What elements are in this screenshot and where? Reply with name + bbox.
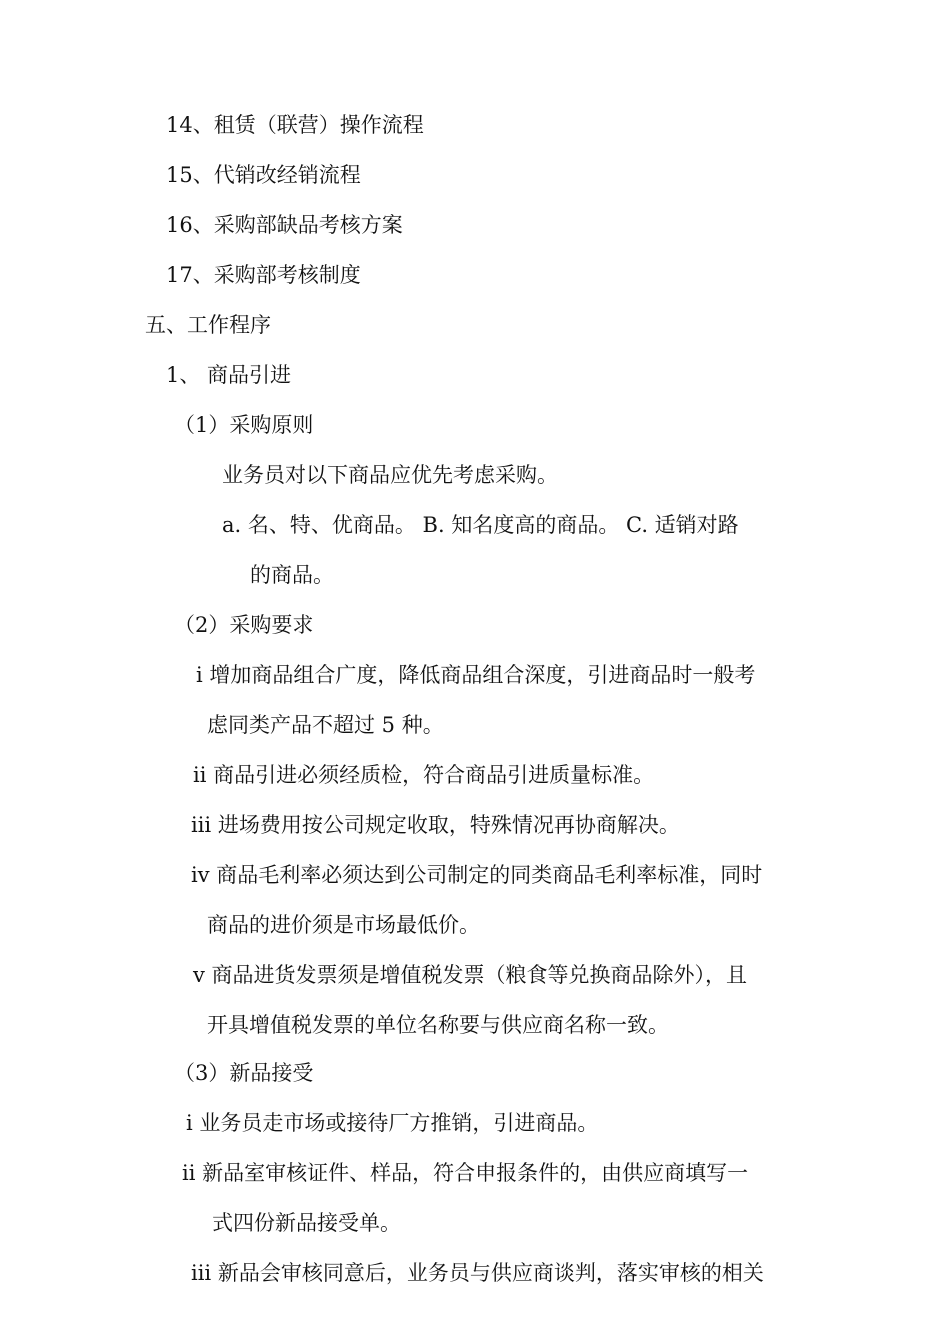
list-item-line: ⅴ 商品进货发票须是增值税发票（粮食等兑换商品除外），且	[193, 963, 748, 987]
list-item-line: ⅲ 进场费用按公司规定收取，特殊情况再协商解决。	[191, 813, 680, 837]
list-item-line: 虑同类产品不超过 5 种。	[207, 713, 444, 737]
subheading-purchase-requirements: （2）采购要求	[174, 613, 314, 637]
list-item-line: ⅲ 新品会审核同意后，业务员与供应商谈判，落实审核的相关	[191, 1261, 764, 1285]
paragraph-line: a. 名、特、优商品。 B. 知名度高的商品。 C. 适销对路	[222, 513, 739, 537]
section-heading-5: 五、工作程序	[145, 313, 271, 337]
outline-item-15: 15、代销改经销流程	[166, 163, 361, 187]
outline-item-14: 14、租赁（联营）操作流程	[166, 113, 424, 137]
subheading-purchase-principle: （1）采购原则	[174, 413, 314, 437]
list-item-line: 开具增值税发票的单位名称要与供应商名称一致。	[207, 1013, 669, 1037]
list-item-line: ⅱ 商品引进必须经质检，符合商品引进质量标准。	[193, 763, 655, 787]
paragraph-line: 业务员对以下商品应优先考虑采购。	[222, 463, 558, 487]
paragraph-line: 的商品。	[250, 563, 334, 587]
list-item-line: 式四份新品接受单。	[212, 1211, 401, 1235]
list-item-line: ⅳ 商品毛利率必须达到公司制定的同类商品毛利率标准，同时	[191, 863, 763, 887]
list-item-line: ⅰ 增加商品组合广度，降低商品组合深度，引进商品时一般考	[196, 663, 756, 687]
subheading-new-product-acceptance: （3）新品接受	[174, 1061, 314, 1085]
subsection-heading-1: 1、 商品引进	[166, 363, 292, 387]
list-item-line: ⅱ 新品室审核证件、样品，符合申报条件的，由供应商填写一	[182, 1161, 749, 1185]
outline-item-17: 17、采购部考核制度	[166, 263, 361, 287]
list-item-line: 商品的进价须是市场最低价。	[207, 913, 480, 937]
outline-item-16: 16、采购部缺品考核方案	[166, 213, 403, 237]
list-item-line: ⅰ 业务员走市场或接待厂方推销，引进商品。	[186, 1111, 599, 1135]
